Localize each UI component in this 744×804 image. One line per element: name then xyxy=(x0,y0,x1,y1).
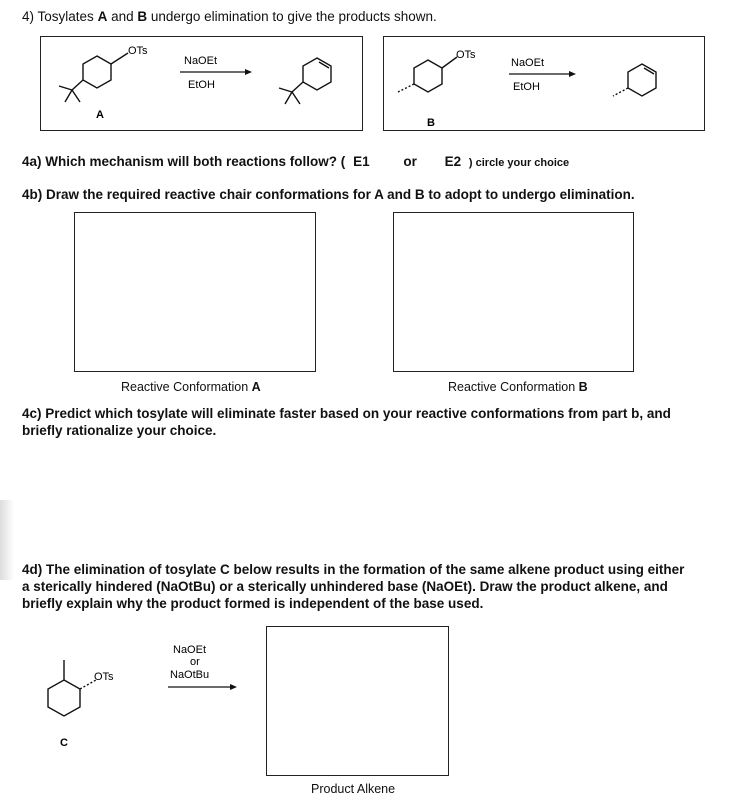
product-alkene-answer-box[interactable] xyxy=(266,626,449,776)
reaction-c-ots: OTs xyxy=(94,671,114,683)
page-shadow xyxy=(0,500,14,580)
option-e2[interactable]: E2 xyxy=(444,154,462,169)
product-b-structure xyxy=(613,64,656,96)
conformation-a-label: Reactive Conformation A xyxy=(121,380,261,394)
reaction-c-scheme xyxy=(30,640,260,770)
q4a-text: 4a) Which mechanism will both reactions follow? ( E1 or E2 ) circle your choice xyxy=(22,154,570,169)
reaction-a-ots: OTs xyxy=(128,45,148,57)
conformation-b-label: Reactive Conformation B xyxy=(448,380,588,394)
reaction-a-scheme xyxy=(40,36,363,131)
reaction-b-ots: OTs xyxy=(456,49,476,61)
reaction-b-reagent: NaOEt xyxy=(511,57,545,69)
reaction-c-reagent1: NaOEt xyxy=(173,644,207,656)
reaction-b-solvent: EtOH xyxy=(513,81,540,93)
reaction-a-solvent: EtOH xyxy=(188,79,215,91)
product-alkene-label: Product Alkene xyxy=(311,782,396,796)
conformation-a-answer-box[interactable] xyxy=(74,212,316,372)
label-a: A xyxy=(96,109,104,121)
reaction-c-or: or xyxy=(190,656,200,668)
product-a-structure xyxy=(279,58,331,104)
label-c: C xyxy=(60,737,68,749)
q4-title: 4) Tosylates A and B undergo elimination to give the products shown. xyxy=(22,9,437,24)
q4d-text: 4d) The elimination of tosylate C below results in the formation of the same alkene product using either a sterically hindered (NaOtBu) or a sterically unhindered base (NaOEt). Draw the product alkene, and briefly explain why the product formed is independent of the base used. xyxy=(22,562,685,611)
label-b: B xyxy=(427,117,435,129)
q4c-text: 4c) Predict which tosylate will eliminate faster based on your reactive conformations from part b, and briefly rationalize your choice. xyxy=(22,406,671,438)
tosylate-b-structure xyxy=(398,57,457,92)
reaction-c-reagent2: NaOtBu xyxy=(170,669,210,681)
q4b-text: 4b) Draw the required reactive chair conformations for A and B to adopt to undergo elimination. xyxy=(22,187,635,202)
reaction-b-scheme xyxy=(383,36,705,131)
reaction-a-reagent: NaOEt xyxy=(184,55,218,67)
tosylate-c-structure xyxy=(48,660,96,716)
conformation-b-answer-box[interactable] xyxy=(393,212,634,372)
option-e1[interactable]: E1 xyxy=(353,154,370,169)
tosylate-a-structure xyxy=(59,53,128,102)
